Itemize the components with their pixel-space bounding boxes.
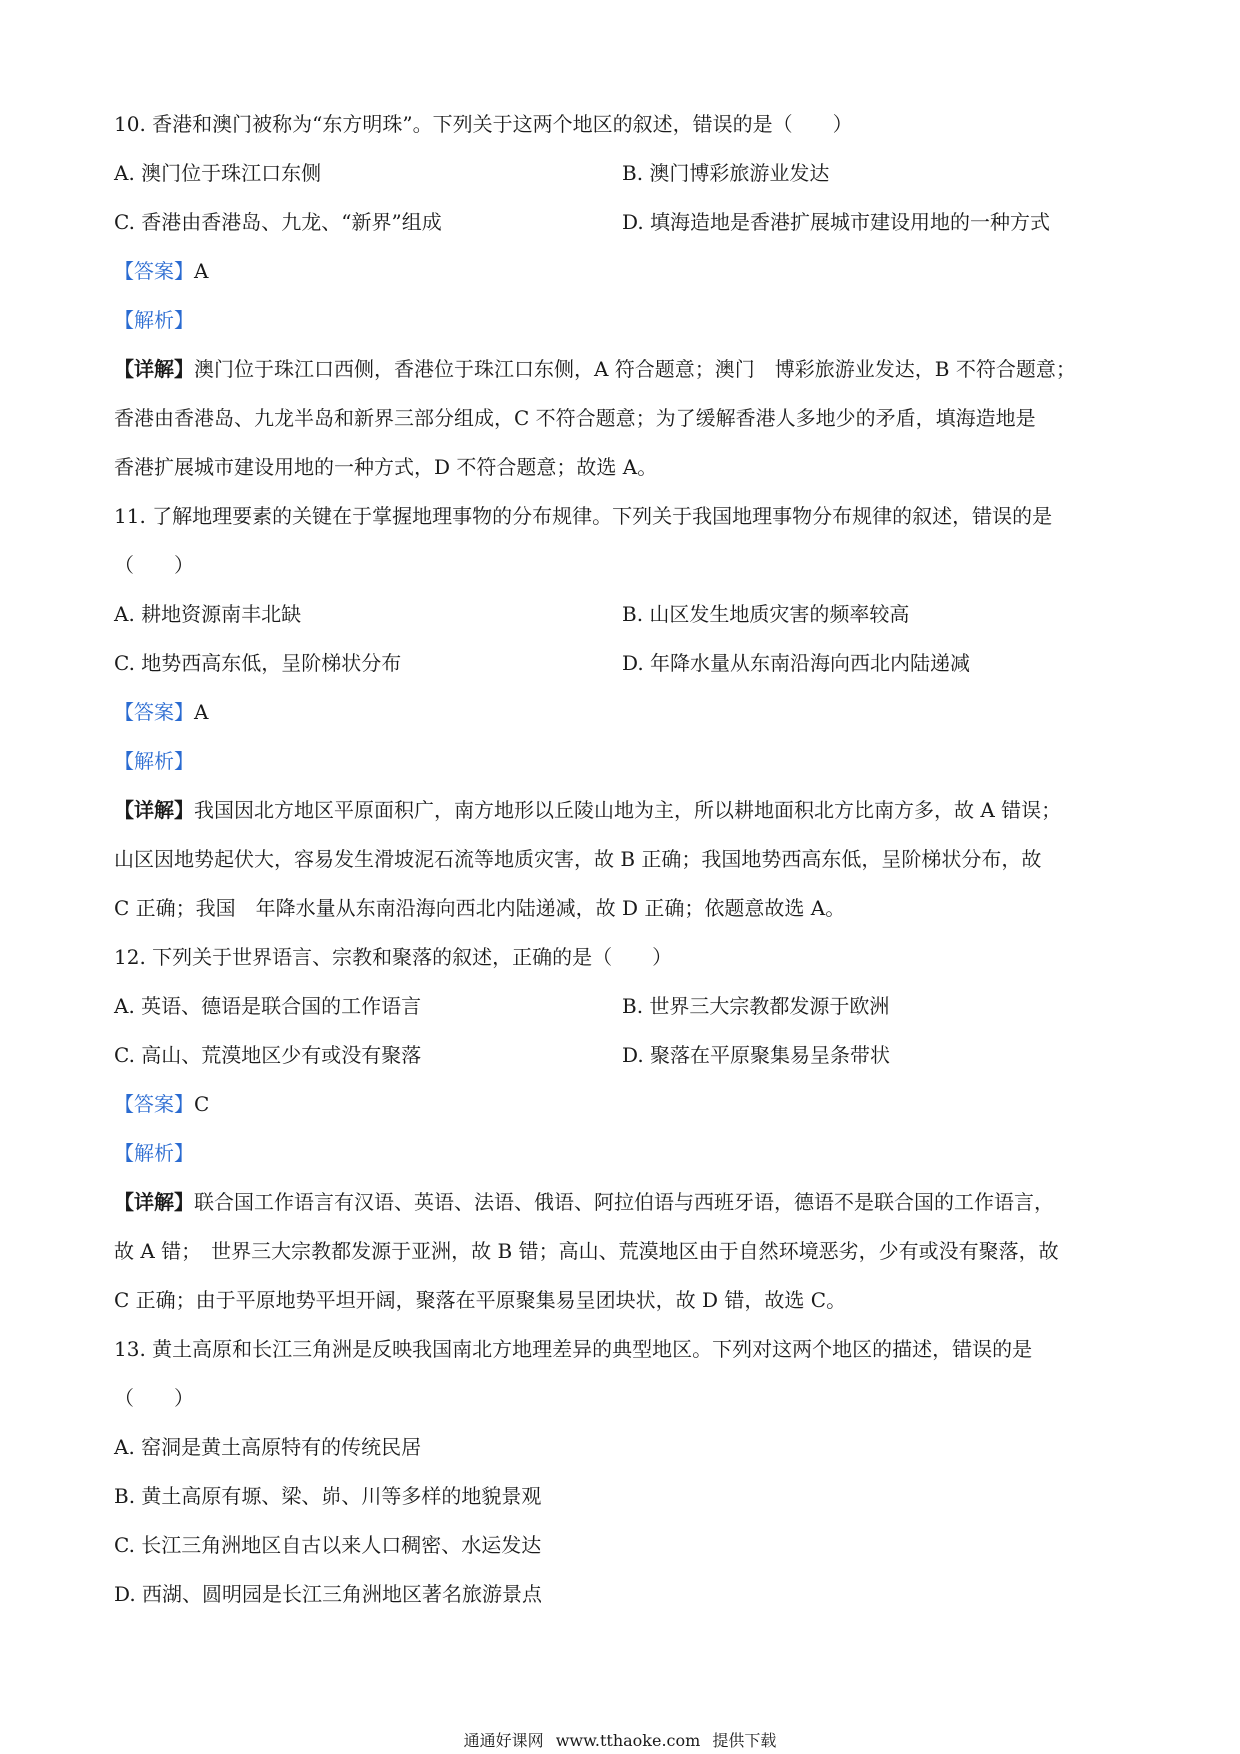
answer-value: A: [194, 700, 209, 724]
analysis-tag: 【解析】: [114, 308, 194, 332]
option-a: A. 窑洞是黄土高原特有的传统民居: [114, 1435, 422, 1459]
option-b: B. 山区发生地质灾害的频率较高: [622, 602, 910, 626]
question-stem-bracket: （ ）: [114, 553, 194, 577]
option-a: A. 英语、德语是联合国的工作语言: [114, 994, 422, 1018]
option-c: C. 香港由香港岛、九龙、“新界”组成: [114, 210, 442, 234]
page-footer: [0, 1728, 1240, 1751]
document-page: [114, 100, 1134, 1619]
detail-line: 故 A 错； 世界三大宗教都发源于亚洲，故 B 错；高山、荒漠地区由于自然环境恶劣，少有或没有聚落，故: [114, 1239, 1059, 1263]
answer-line: [114, 1080, 1134, 1129]
option-b: B. 世界三大宗教都发源于欧洲: [622, 994, 890, 1018]
answer-value: A: [194, 259, 209, 283]
question-stem-bracket: （ ）: [114, 1386, 194, 1410]
detail-line: 我国因北方地区平原面积广，南方地形以丘陵山地为主，所以耕地面积北方比南方多，故 A 错误；: [194, 798, 1062, 822]
footer-site-name: 通通好课网: [463, 1731, 544, 1750]
detail-line: 山区因地势起伏大，容易发生滑坡泥石流等地质灾害，故 B 正确；我国地势西高东低，呈阶梯状分布，故: [114, 847, 1042, 871]
option-b: B. 黄土高原有塬、梁、峁、川等多样的地貌景观: [114, 1484, 542, 1508]
analysis-tag: 【解析】: [114, 1141, 194, 1165]
option-b: B. 澳门博彩旅游业发达: [622, 161, 830, 185]
option-d: D. 聚落在平原聚集易呈条带状: [622, 1043, 891, 1067]
answer-value: C: [194, 1092, 210, 1116]
question-stem: 12. 下列关于世界语言、宗教和聚落的叙述，正确的是（ ）: [114, 945, 673, 969]
question-stem: 13. 黄土高原和长江三角洲是反映我国南北方地理差异的典型地区。下列对这两个地区的描述，错误的是: [114, 1337, 1033, 1361]
detail-tag: 【详解】: [114, 798, 194, 822]
footer-suffix: 提供下载: [712, 1731, 777, 1750]
option-a: A. 澳门位于珠江口东侧: [114, 161, 322, 185]
question-10: [114, 100, 1134, 492]
detail-line: 澳门位于珠江口西侧，香港位于珠江口东侧，A 符合题意；澳门 博彩旅游业发达，B 不符合题意；: [194, 357, 1076, 381]
analysis-tag: 【解析】: [114, 749, 194, 773]
answer-tag: 【答案】: [114, 1092, 194, 1116]
detail-line: 联合国工作语言有汉语、英语、法语、俄语、阿拉伯语与西班牙语，德语不是联合国的工作语言，: [194, 1190, 1054, 1214]
detail-line: 香港由香港岛、九龙半岛和新界三部分组成，C 不符合题意；为了缓解香港人多地少的矛盾，填海造地是: [114, 406, 1036, 430]
detail-paragraph: [114, 1178, 1134, 1325]
options-row: [114, 198, 1134, 247]
detail-line: 香港扩展城市建设用地的一种方式，D 不符合题意；故选 A。: [114, 455, 658, 479]
option-c: C. 地势西高东低，呈阶梯状分布: [114, 651, 402, 675]
answer-tag: 【答案】: [114, 259, 194, 283]
options-row: [114, 982, 1134, 1031]
option-c: C. 高山、荒漠地区少有或没有聚落: [114, 1043, 422, 1067]
options-row: [114, 149, 1134, 198]
footer-url: www.tthaoke.com: [555, 1731, 701, 1750]
question-stem: 11. 了解地理要素的关键在于掌握地理事物的分布规律。下列关于我国地理事物分布规律的叙述，错误的是: [114, 504, 1053, 528]
detail-tag: 【详解】: [114, 1190, 194, 1214]
answer-line: [114, 688, 1134, 737]
question-13: [114, 1325, 1134, 1619]
options-row: [114, 1031, 1134, 1080]
question-12: [114, 933, 1134, 1325]
detail-line: C 正确；我国 年降水量从东南沿海向西北内陆递减，故 D 正确；依题意故选 A。: [114, 896, 846, 920]
detail-paragraph: [114, 345, 1134, 492]
detail-tag: 【详解】: [114, 357, 194, 381]
answer-line: [114, 247, 1134, 296]
question-stem: 10. 香港和澳门被称为“东方明珠”。下列关于这两个地区的叙述，错误的是（ ）: [114, 112, 853, 136]
options-row: [114, 590, 1134, 639]
answer-tag: 【答案】: [114, 700, 194, 724]
option-a: A. 耕地资源南丰北缺: [114, 602, 302, 626]
detail-paragraph: [114, 786, 1134, 933]
option-d: D. 年降水量从东南沿海向西北内陆递减: [622, 651, 971, 675]
question-11: [114, 492, 1134, 933]
detail-line: C 正确；由于平原地势平坦开阔，聚落在平原聚集易呈团块状，故 D 错，故选 C。: [114, 1288, 847, 1312]
option-d: D. 填海造地是香港扩展城市建设用地的一种方式: [622, 210, 1051, 234]
options-row: [114, 639, 1134, 688]
option-c: C. 长江三角洲地区自古以来人口稠密、水运发达: [114, 1533, 542, 1557]
option-d: D. 西湖、圆明园是长江三角洲地区著名旅游景点: [114, 1582, 543, 1606]
